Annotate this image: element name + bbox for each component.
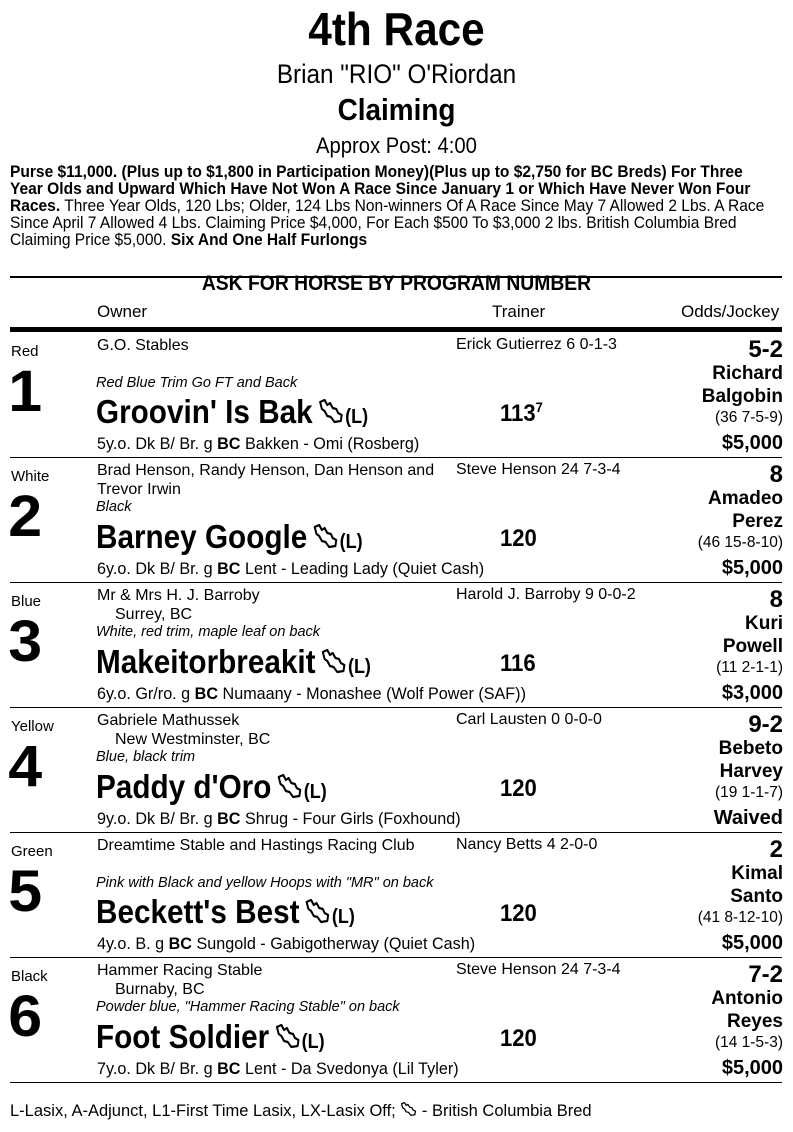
breeding-info [97,560,484,579]
jockey-last-name: Harvey [719,761,783,782]
morning-line-odds: 8 [769,586,783,613]
entry-divider [10,1082,782,1083]
weight [500,774,537,803]
trainer-info: Steve Henson 24 7-3-4 [456,961,621,978]
trainer-column-header: Trainer [492,302,546,321]
jockey-first-name: Bebeto [718,738,783,759]
program-number: 2 [8,484,43,549]
breeding-info [97,685,526,704]
british-columbia-map-icon [275,1024,300,1050]
owner-location: New Westminster, BC [115,731,271,748]
breeding-info [97,810,461,829]
bc-bred-legend: - British Columbia Bred [417,1102,592,1120]
medication-code: (L) [301,1031,325,1053]
announcer-name: Brian "RIO" O'Riordan [276,59,517,89]
breeding-info [97,435,419,454]
weight-value: 113 [500,400,536,427]
owner-text: Gabriele Mathussek [97,712,240,729]
trainer-info: Steve Henson 24 7-3-4 [456,461,621,478]
horse-name [96,393,368,431]
pedigree: Lent - Da Svedonya (Lil Tyler) [240,1060,459,1078]
british-columbia-map-icon [400,1102,417,1117]
owner-name [97,836,447,855]
medication-code: (L) [303,781,327,803]
owner-name [97,336,447,355]
jockey-stats: (19 1-1-7) [714,784,783,801]
program-number: 3 [8,609,43,674]
horse-name [96,768,327,806]
silks-description: Pink with Black and yellow Hoops with "MR" on back [96,875,434,891]
age-sex: 6y.o. Dk B/ Br. g [97,560,218,578]
program-number: 4 [8,734,43,799]
weight-value: 120 [500,1025,537,1052]
owner-name [97,461,447,499]
pedigree: Shrug - Four Girls (Foxhound) [240,810,461,828]
silks-description: Powder blue, "Hammer Racing Stable" on back [96,999,400,1015]
morning-line-odds: 7-2 [748,961,783,988]
bc-bred-marker: BC [217,435,241,453]
age-sex: 4y.o. B. g [97,935,169,953]
jockey-stats: (14 1-5-3) [714,1034,783,1051]
pedigree: Lent - Leading Lady (Quiet Cash) [240,560,485,578]
jockey-last-name: Balgobin [701,386,783,407]
medication-code: (L) [331,906,355,928]
owner-text: Dreamtime Stable and Hastings Racing Club [97,837,415,854]
entry-row [0,583,793,708]
pedigree: Bakken - Omi (Rosberg) [240,435,420,453]
owner-text: G.O. Stables [97,337,189,354]
jockey-first-name: Kuri [745,613,783,634]
trainer-info: Carl Lausten 0 0-0-0 [456,711,602,728]
medication-code: (L) [347,656,371,678]
owner-location: Burnaby, BC [115,981,205,998]
trainer-info: Harold J. Barroby 9 0-0-2 [456,586,636,603]
silks-description: Black [96,499,132,515]
owner-name [97,961,447,999]
jockey-last-name: Reyes [727,1011,783,1032]
owner-text: Mr & Mrs H. J. Barroby [97,587,260,604]
trainer-info: Erick Gutierrez 6 0-1-3 [456,336,617,353]
claiming-price: $5,000 [721,932,783,954]
medication-code: (L) [339,531,363,553]
header-rule [10,327,782,332]
weight-value: 120 [500,525,537,552]
british-columbia-map-icon [318,399,343,425]
bc-bred-marker: BC [217,1060,241,1078]
claiming-price: $5,000 [721,1057,783,1079]
odds-jockey-column-header: Odds/Jockey [681,302,780,321]
bc-bred-marker: BC [217,810,241,828]
breeding-info [97,1060,459,1079]
weight [500,899,537,928]
morning-line-odds: 9-2 [748,711,783,738]
jockey-stats: (46 15-8-10) [697,534,783,551]
footer-legend [10,1102,592,1121]
weight-value: 120 [500,775,537,802]
morning-line-odds: 5-2 [748,336,783,363]
jockey-first-name: Kimal [731,863,783,884]
horse-name [96,1018,325,1056]
morning-line-odds: 2 [769,836,783,863]
owner-text: Hammer Racing Stable [97,962,263,979]
saddle-cloth-color: Red [11,343,39,360]
horse-name-text: Makeitorbreakit [96,643,316,680]
entry-row [0,958,793,1083]
owner-text: Brad Henson, Randy Henson, Dan Henson and Trevor Irwin [97,462,435,498]
silks-description: White, red trim, maple leaf on back [96,624,321,640]
owner-name [97,586,447,624]
claiming-price: $3,000 [721,682,783,704]
horse-name-text: Beckett's Best [96,893,300,930]
conditions-distance: Six And One Half Furlongs [170,231,368,249]
ask-for-horse-heading: ASK FOR HORSE BY PROGRAM NUMBER [201,272,592,295]
horse-name-text: Groovin' Is Bak [96,393,313,430]
british-columbia-map-icon [313,524,338,550]
bc-bred-marker: BC [217,560,241,578]
british-columbia-map-icon [277,774,302,800]
horse-name-text: Foot Soldier [96,1018,270,1055]
entry-row [0,458,793,583]
age-sex: 6y.o. Gr/ro. g [97,685,195,703]
horse-name [96,643,371,681]
race-title: 4th Race [308,3,485,55]
horse-name [96,893,355,931]
horse-name-text: Paddy d'Oro [96,768,272,805]
jockey-first-name: Amadeo [708,488,783,509]
horse-name [96,518,363,556]
weight-value: 120 [500,900,537,927]
weight [500,1024,537,1053]
silks-description: Blue, black trim [96,749,196,765]
jockey-first-name: Antonio [711,988,783,1009]
saddle-cloth-color: White [11,468,50,485]
conditions-purse: Purse $11,000. (Plus up to $1,800 in Participation Money)(Plus up to $2,750 for BC Breds) For Three Year Olds and Upward Which Have Not Won A Race Since January 1 or Which Have Never Won Four Races. [10,163,751,215]
jockey-first-name: Richard [712,363,783,384]
race-conditions [10,164,764,249]
british-columbia-map-icon [305,899,330,925]
apprentice-allowance: 7 [535,399,543,415]
program-number: 6 [8,984,43,1049]
horse-name-text: Barney Google [96,518,308,555]
medication-code: (L) [345,406,369,428]
jockey-stats: (11 2-1-1) [716,659,783,676]
jockey-last-name: Santo [730,886,783,907]
owner-location: Surrey, BC [115,606,193,623]
trainer-info: Nancy Betts 4 2-0-0 [456,836,598,853]
program-number: 1 [8,359,43,424]
entry-row [0,708,793,833]
conditions-weights: Three Year Olds, 120 Lbs; Older, 124 Lbs Non-winners Of A Race Since May 7 Allowed 2 Lbs. A Race Since April 7 Allowed 4 Lbs. Claiming Price $4,000, For Each $500 To $3,000 2 lbs. British Columbia Bred Claiming Price $5,000. [10,197,765,249]
bc-bred-marker: BC [194,685,219,703]
post-time: Approx Post: 4:00 [316,133,477,158]
saddle-cloth-color: Black [11,968,48,985]
program-number: 5 [8,859,43,924]
saddle-cloth-color: Blue [11,593,42,610]
medication-legend: L-Lasix, A-Adjunct, L1-First Time Lasix, LX-Lasix Off; [10,1102,401,1120]
breeding-info [97,935,475,954]
owner-name [97,711,447,749]
entry-row [0,333,793,458]
weight-value: 116 [500,650,536,677]
age-sex: 7y.o. Dk B/ Br. g [97,1060,218,1078]
jockey-last-name: Powell [722,636,783,657]
weight [500,524,537,553]
jockey-last-name: Perez [732,511,783,532]
saddle-cloth-color: Green [11,843,53,860]
weight [500,649,536,678]
bc-bred-marker: BC [168,935,192,953]
age-sex: 5y.o. Dk B/ Br. g [97,435,218,453]
owner-column-header: Owner [97,302,148,321]
jockey-stats: (41 8-12-10) [697,909,783,926]
morning-line-odds: 8 [769,461,783,488]
pedigree: Numaany - Monashee (Wolf Power (SAF)) [218,685,526,703]
entry-row [0,833,793,958]
claiming-price: Waived [713,807,783,829]
weight [500,399,543,428]
jockey-stats: (36 7-5-9) [714,409,783,426]
silks-description: Red Blue Trim Go FT and Back [96,375,298,391]
age-sex: 9y.o. Dk B/ Br. g [97,810,218,828]
british-columbia-map-icon [321,649,346,675]
saddle-cloth-color: Yellow [11,718,54,735]
claiming-price: $5,000 [721,557,783,579]
claiming-price: $5,000 [721,432,783,454]
pedigree: Sungold - Gabigotherway (Quiet Cash) [191,935,476,953]
race-type: Claiming [337,92,456,127]
